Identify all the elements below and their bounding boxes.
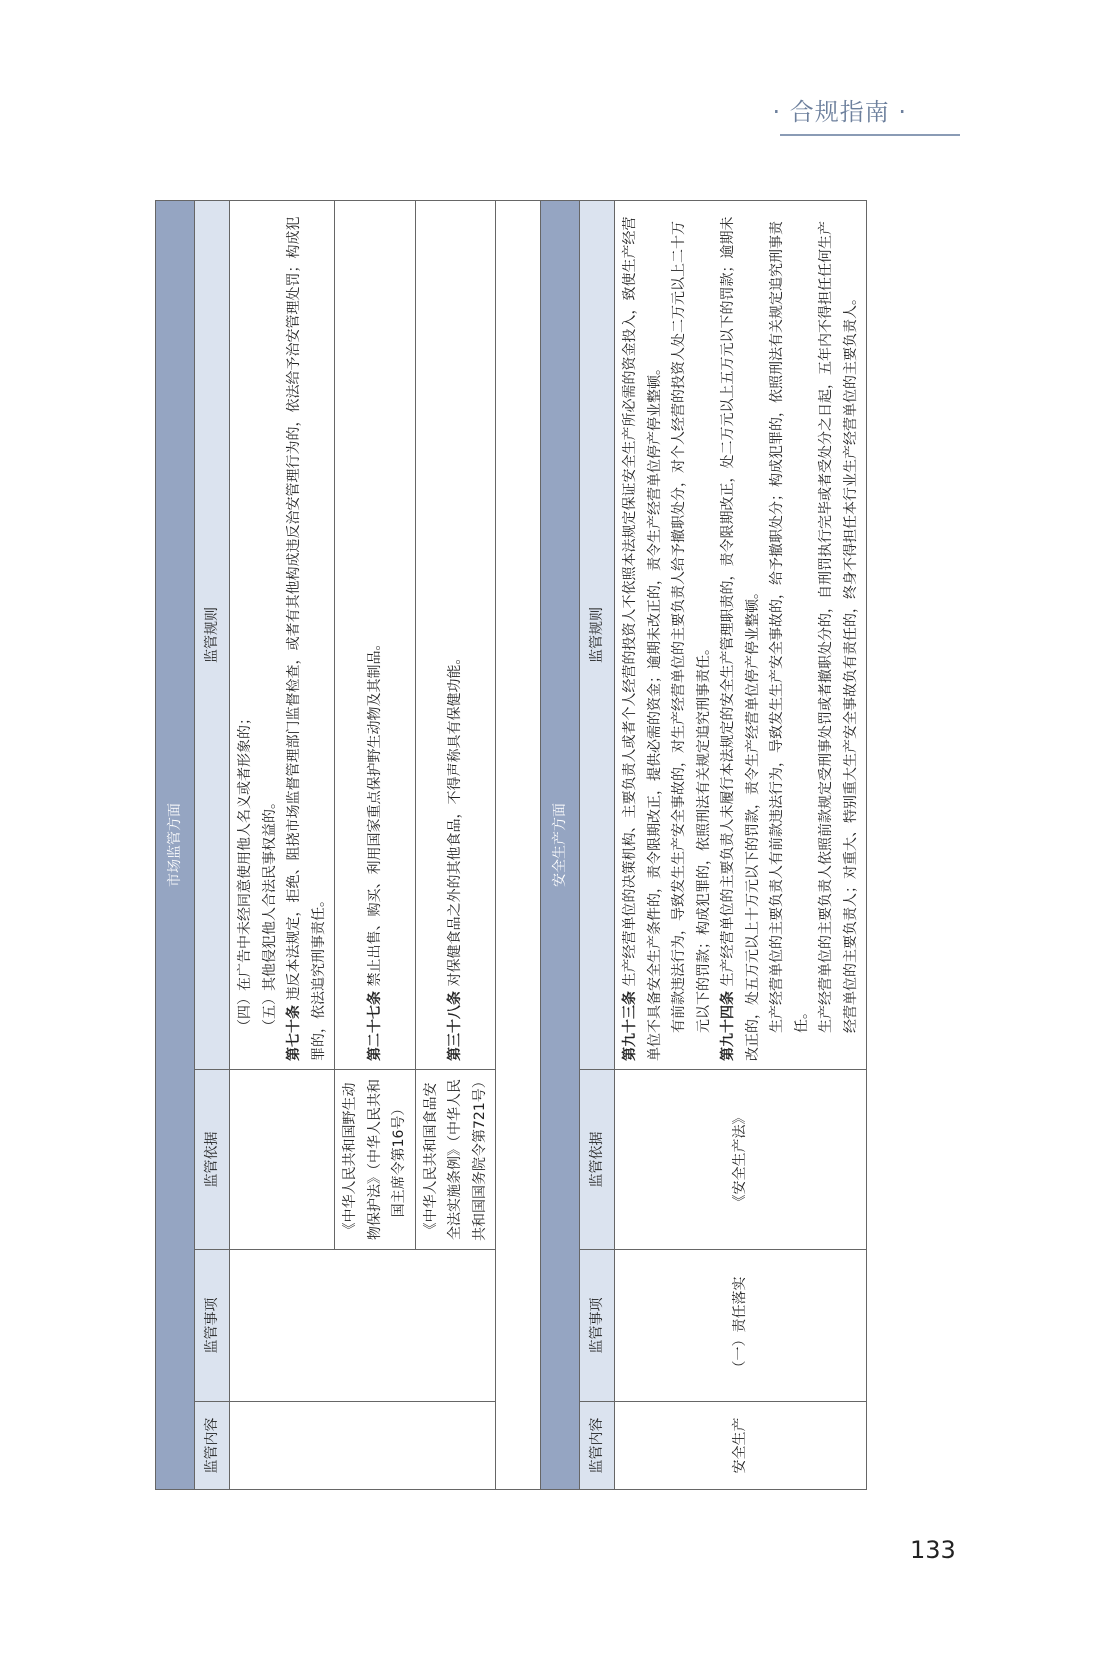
rule-cell	[230, 201, 335, 1070]
col-header-basis: 监管依据	[580, 1070, 615, 1250]
rule-paragraph	[716, 209, 765, 1061]
rule-line: （五）其他侵犯他人合法民事权益的。	[261, 795, 278, 1033]
article-label: 第九十三条	[622, 991, 638, 1061]
col-header-rule: 监管规则	[195, 201, 230, 1070]
section-band-market	[156, 201, 195, 1490]
section-title-market: 市场监管方面	[156, 201, 195, 1490]
rule-line: （四）在广告中未经同意使用他人名义或者形象的；	[237, 711, 253, 1033]
article-label: 第二十七条	[366, 991, 383, 1061]
section-title-safety: 安全生产方面	[541, 201, 580, 1490]
rule-paragraph: 生产经营单位的主要负责人依照前款规定受刑事处罚或者撤职处分的，自刑罚执行完毕或者受处分之日起，五年内不得担任任何生产经营单位的主要负责人；对重大、特别重大生产安全事故负有责任的，终身不得担任本行业生产经营单位的主要负责人。	[818, 221, 859, 1033]
article-text: 禁止出售、购买、利用国家重点保护野生动物及其制品。	[366, 636, 383, 987]
col-header-content: 监管内容	[195, 1402, 230, 1490]
column-header-row	[195, 201, 230, 1490]
gap-cell	[496, 201, 541, 1490]
content-cell	[230, 1402, 496, 1490]
article-label: 第三十八条	[447, 991, 463, 1061]
article-label: 第七十条	[286, 1005, 302, 1061]
basis-cell: 《中华人民共和国食品安全法实施条例》（中华人民共和国国务院令第721号）	[415, 1070, 496, 1250]
article-text: 生产经营单位的决策机构、主要负责人或者个人经营的投资人不依照本法规定保证安全生产所必需的资金投入，致使生产经营单位不具备安全生产条件的，责令限期改正，提供必需的资金；逾期未改正的，责令生产经营单位停产停业整顿。	[622, 216, 663, 1061]
rotated-table-area	[155, 200, 960, 1490]
rule-paragraph	[282, 209, 331, 1061]
header-rule	[780, 134, 960, 136]
section-gap	[496, 201, 541, 1490]
basis-cell: 《中华人民共和国野生动物保护法》（中华人民共和国主席令第16号）	[335, 1070, 416, 1250]
table-row	[230, 201, 335, 1490]
article-label: 第九十四条	[720, 991, 736, 1061]
section-band-safety	[541, 201, 580, 1490]
article-text: 生产经营单位的主要负责人未履行本法规定的安全生产管理职责的，责令限期改正，处二万元以上五万元以下的罚款；逾期未改正的，处五万元以上十万元以下的罚款，责令生产经营单位停产停业整顿。	[720, 216, 761, 1061]
rule-cell	[615, 201, 867, 1070]
rule-cell	[415, 201, 496, 1070]
table-row	[615, 201, 867, 1490]
article-text: 违反本法规定，拒绝、阻挠市场监督管理部门监督检查，或者有其他构成违反治安管理行为的，依法给予治安管理处罚；构成犯罪的，依法追究刑事责任。	[286, 216, 327, 1061]
rule-paragraph: 生产经营单位的主要负责人有前款违法行为，导致发生生产安全事故的，给予撤职处分；构成犯罪的，依照刑法有关规定追究刑事责任。	[769, 221, 810, 1033]
content-cell: 安全生产	[615, 1402, 867, 1490]
page-number: 133	[910, 1536, 956, 1564]
article-text: 对保健食品之外的其他食品，不得声称具有保健功能。	[447, 650, 463, 987]
rule-paragraph	[618, 209, 667, 1061]
col-header-rule: 监管规则	[580, 201, 615, 1070]
basis-cell: 《安全生产法》	[615, 1070, 867, 1250]
col-header-content: 监管内容	[580, 1402, 615, 1490]
col-header-item: 监管事项	[580, 1250, 615, 1402]
item-cell: （一）责任落实	[615, 1250, 867, 1402]
rule-cell	[335, 201, 416, 1070]
column-header-row	[580, 201, 615, 1490]
running-header-title: · 合规指南 ·	[772, 98, 907, 126]
col-header-basis: 监管依据	[195, 1070, 230, 1250]
rule-paragraph: 有前款违法行为，导致发生生产安全事故的，对生产经营单位的主要负责人给予撤职处分，对个人经营的投资人处二万元以上二十万元以下的罚款；构成犯罪的，依照刑法有关规定追究刑事责任。	[671, 221, 712, 1033]
col-header-item: 监管事项	[195, 1250, 230, 1402]
item-cell	[230, 1250, 496, 1402]
basis-cell	[230, 1070, 335, 1250]
regulation-table	[155, 200, 867, 1490]
